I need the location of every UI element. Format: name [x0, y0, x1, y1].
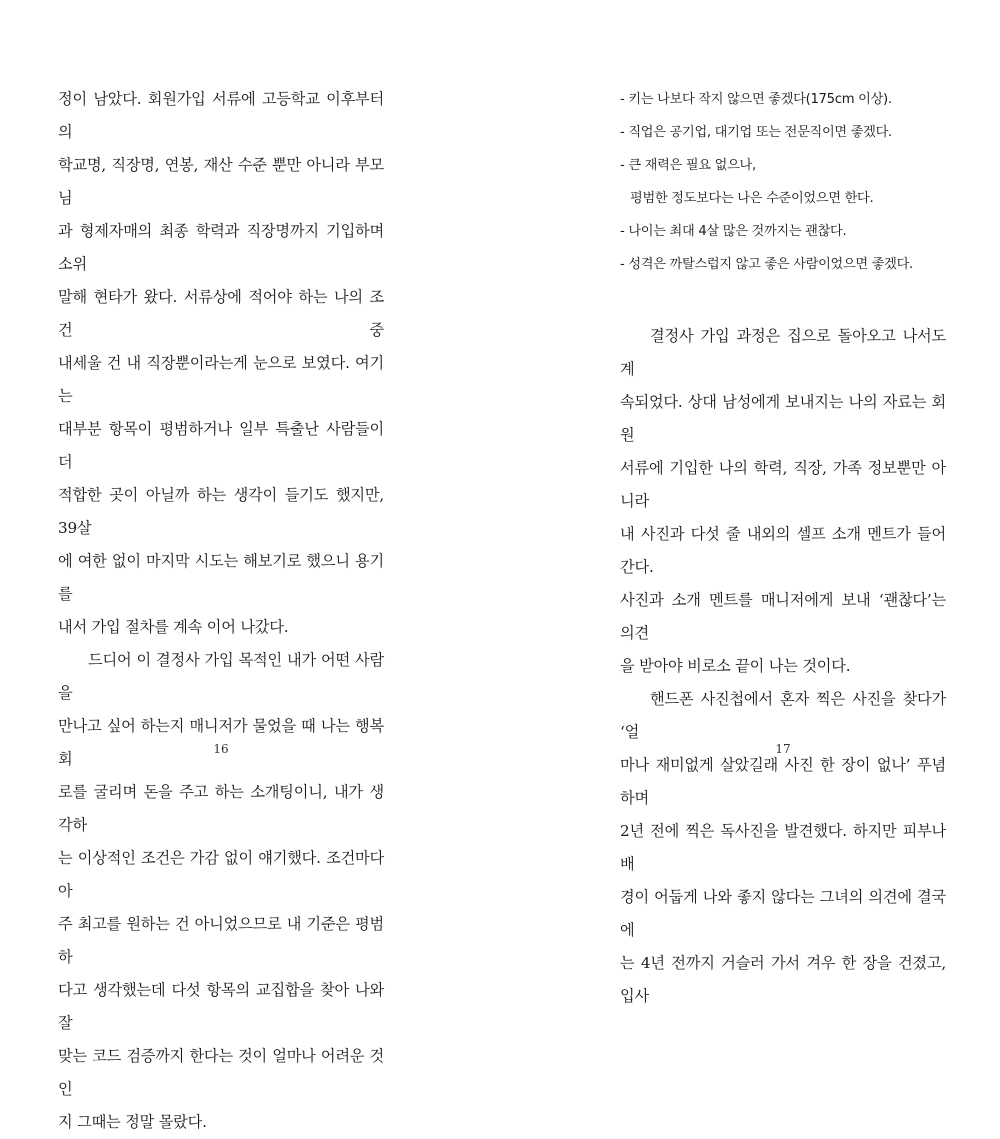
text-line: 내 사진과 다섯 줄 내외의 셀프 소개 멘트가 들어간다. [620, 525, 946, 576]
text-line: 마나 재미없게 살았길래 사진 한 장이 없나’ 푸념하며 [620, 756, 946, 807]
right-page [500, 0, 1000, 1005]
text-line: 주 최고를 원하는 건 아니었으므로 내 기준은 평범하 [58, 915, 384, 966]
list-item: - 큰 재력은 필요 없으나, [620, 158, 756, 173]
text-line: 내서 가입 절차를 계속 이어 나갔다. [58, 618, 289, 636]
text-line: 과 형제자매의 최종 학력과 직장명까지 기입하며 소위 [58, 222, 384, 273]
right-page-text [620, 83, 946, 1013]
text-line: 만나고 싶어 하는지 매니저가 물었을 때 나는 행복회 [58, 717, 384, 768]
text-line: 내세울 건 내 직장뿐이라는게 눈으로 보였다. 여기는 [58, 354, 384, 405]
text-line: 는 4년 전까지 거슬러 가서 겨우 한 장을 건졌고, 입사 [620, 954, 946, 1005]
text-line: 2년 전에 찍은 독사진을 발견했다. 하지만 피부나 배 [620, 822, 946, 873]
text-line: 대부분 항목이 평범하거나 일부 특출난 사람들이 더 [58, 420, 384, 471]
text-line: 는 이상적인 조건은 가감 없이 얘기했다. 조건마다 아 [58, 849, 384, 900]
text-line: 을 받아야 비로소 끝이 나는 것이다. [620, 657, 851, 675]
text-line: 다고 생각했는데 다섯 항목의 교집합을 찾아 나와 잘 [58, 981, 384, 1032]
text-line: 경이 어둡게 나와 좋지 않다는 그녀의 의견에 결국에 [620, 888, 946, 939]
text-line: 맞는 코드 검증까지 한다는 것이 얼마나 어려운 것인 [58, 1047, 384, 1098]
text-line: 서류에 기입한 나의 학력, 직장, 가족 정보뿐만 아니라 [620, 459, 946, 510]
text-line: 정이 남았다. 회원가입 서류에 고등학교 이후부터의 [58, 90, 384, 141]
left-page-text [58, 83, 384, 1139]
text-line: 사진과 소개 멘트를 매니저에게 보내 ‘괜찮다’는 의견 [620, 591, 946, 642]
list-item: - 직업은 공기업, 대기업 또는 전문직이면 좋겠다. [620, 125, 892, 140]
left-page [0, 0, 500, 1131]
text-line: 속되었다. 상대 남성에게 보내지는 나의 자료는 회원 [620, 393, 946, 444]
page-number: 17 [775, 742, 791, 756]
text-line: 결정사 가입 과정은 집으로 돌아오고 나서도 계 [620, 327, 946, 378]
list-item: - 키는 나보다 작지 않으면 좋겠다(175cm 이상). [620, 92, 892, 107]
text-line: 핸드폰 사진첩에서 혼자 찍은 사진을 찾다가 ‘얼 [620, 690, 946, 741]
text-line: 학교명, 직장명, 연봉, 재산 수준 뿐만 아니라 부모님 [58, 156, 384, 207]
paragraph-gap [620, 281, 946, 314]
list-item: - 성격은 까탈스럽지 않고 좋은 사람이었으면 좋겠다. [620, 257, 913, 272]
page-number: 16 [213, 742, 229, 756]
text-line: 적합한 곳이 아닐까 하는 생각이 들기도 했지만, 39살 [58, 486, 384, 537]
text-line: 드디어 이 결정사 가입 목적인 내가 어떤 사람을 [58, 651, 384, 702]
text-line: 에 여한 없이 마지막 시도는 해보기로 했으니 용기를 [58, 552, 384, 603]
text-line: 로를 굴리며 돈을 주고 하는 소개팅이니, 내가 생각하 [58, 783, 384, 834]
list-item: - 나이는 최대 4살 많은 것까지는 괜찮다. [620, 224, 847, 239]
text-line: 말해 현타가 왔다. 서류상에 적어야 하는 나의 조건 중 [58, 288, 384, 339]
list-item-continuation: 평범한 정도보다는 나은 수준이었으면 한다. [630, 191, 874, 206]
text-line: 지 그때는 정말 몰랐다. [58, 1113, 207, 1131]
